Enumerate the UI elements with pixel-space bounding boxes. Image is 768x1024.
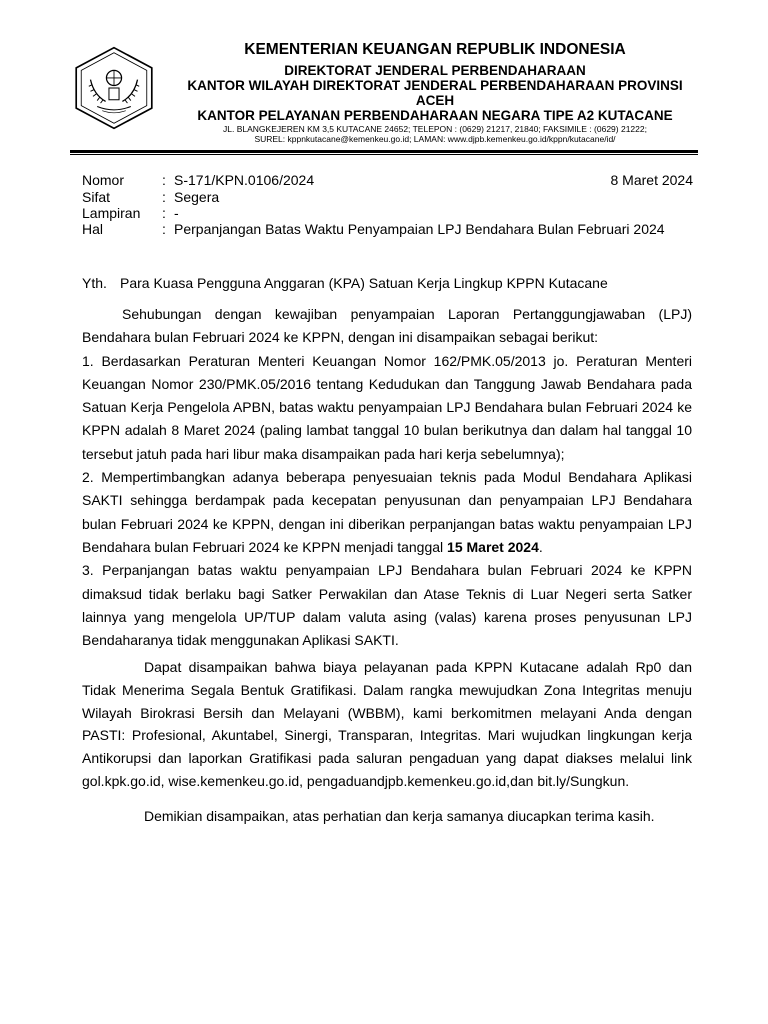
meta-separator: : xyxy=(162,172,166,188)
addressee-prefix: Yth. xyxy=(82,275,107,291)
closing-section xyxy=(82,805,692,828)
office-contact: SUREL: kppnkutacane@kemenkeu.go.id; LAMAN: www.djpb.kemenkeu.go.id/kppn/kutacane/id/ xyxy=(254,134,616,144)
point-2-end: . xyxy=(538,538,543,555)
meta-label: Sifat xyxy=(82,189,111,205)
meta-label: Lampiran xyxy=(82,205,141,221)
meta-separator: : xyxy=(162,189,166,205)
meta-label: Nomor xyxy=(82,172,125,188)
closing-paragraph: Demikian disampaikan, atas perhatian dan kerja samanya diucapkan terima kasih. xyxy=(144,808,655,824)
letterhead xyxy=(0,0,768,160)
point-2 xyxy=(82,466,692,559)
meta-label: Hal xyxy=(82,221,104,237)
regional-office-line1: KANTOR WILAYAH DIREKTORAT JENDERAL PERBENDAHARAAN PROVINSI xyxy=(187,78,683,93)
addressee-text: Para Kuasa Pengguna Anggaran (KPA) Satuan Kerja Lingkup KPPN Kutacane xyxy=(120,275,608,291)
letter-urgency: Segera xyxy=(174,189,220,205)
letter-date: 8 Maret 2024 xyxy=(610,172,693,188)
letter-subject: Perpanjangan Batas Waktu Penyampaian LPJ Bendahara Bulan Februari 2024 xyxy=(174,221,665,237)
letterhead-divider-thick xyxy=(70,150,698,153)
service-office-name: KANTOR PELAYANAN PERBENDAHARAAN NEGARA TIPE A2 KUTACANE xyxy=(197,108,673,123)
integrity-paragraph: Dapat disampaikan bahwa biaya pelayanan pada KPPN Kutacane adalah Rp0 dan Tidak Menerima Segala Bentuk Gratifikasi. Dalam rangka mewujudkan Zona Integritas menuju Wilayah Birokrasi Bersih dan Melayani (WBBM), kami berkomitmen melayani Anda dengan PASTI: Profesional, Akuntabel, Sinergi, Transparan, Integritas. Mari wujudkan lingkungan kerja Antikorupsi dan laporkan Gratifikasi pada saluran pengaduan yang dapat diakses melalui link gol.kpk.go.id, wise.kemenkeu.go.id, pengaduandjpb.kemenkeu.go.id,dan bit.ly/Sungkun. xyxy=(82,659,692,789)
office-address: JL. BLANGKEJEREN KM 3,5 KUTACANE 24652; TELEPON : (0629) 21217, 21840; FAKSIMILE : (0629) 21222; xyxy=(223,124,647,134)
letter-attachment: - xyxy=(174,205,179,221)
point-2-text: 2. Mempertimbangkan adanya beberapa penyesuaian teknis pada Modul Bendahara Aplikasi SAKTI sehingga berdampak pada kecepatan penyusunan dan penyampaian LPJ Bendahara bulan Februari 2024 ke KPPN, dengan ini diberikan perpanjangan batas waktu penyampaian LPJ Bendahara bulan Februari 2024 ke KPPN menjadi tanggal xyxy=(82,469,692,555)
intro-paragraph: Sehubungan dengan kewajiban penyampaian Laporan Pertanggungjawaban (LPJ) Bendahara bulan Februari 2024 ke KPPN, dengan ini disampaikan sebagai berikut: xyxy=(82,306,692,346)
letter-number: S-171/KPN.0106/2024 xyxy=(174,172,315,188)
regional-office-line2: ACEH xyxy=(415,93,455,108)
letterhead-divider-thin xyxy=(70,154,698,155)
meta-separator: : xyxy=(162,221,166,237)
meta-separator: : xyxy=(162,205,166,221)
integrity-section xyxy=(82,656,692,793)
addressee xyxy=(82,275,608,291)
extended-deadline: 15 Maret 2024 xyxy=(447,538,539,555)
kemenkeu-emblem-icon xyxy=(72,46,156,130)
directorate-name: DIREKTORAT JENDERAL PERBENDAHARAAN xyxy=(284,63,586,78)
ministry-name: KEMENTERIAN KEUANGAN REPUBLIK INDONESIA xyxy=(244,41,626,58)
point-1: 1. Berdasarkan Peraturan Menteri Keuangan Nomor 162/PMK.05/2013 jo. Peraturan Menteri Keuangan Nomor 230/PMK.05/2016 tentang Kedudukan dan Tanggung Jawab Bendahara pada Satuan Kerja Pengelola APBN, batas waktu penyampaian LPJ Bendahara bulan Februari 2024 ke KPPN adalah 8 Maret 2024 (paling lambat tanggal 10 bulan berikutnya dan dalam hal tanggal 10 tersebut jatuh pada hari libur maka disampaikan pada hari kerja sebelumnya); xyxy=(82,352,692,462)
letter-body xyxy=(82,303,692,652)
point-3: 3. Perpanjangan batas waktu penyampaian LPJ Bendahara bulan Februari 2024 ke KPPN dimaksud tidak berlaku bagi Satker Perwakilan dan Atase Teknis di Luar Negeri serta Satker lainnya yang mengelola UP/TUP dalam valuta asing (valas) karena proses penyusunan LPJ Bendaharanya tidak menggunakan Aplikasi SAKTI. xyxy=(82,562,692,649)
